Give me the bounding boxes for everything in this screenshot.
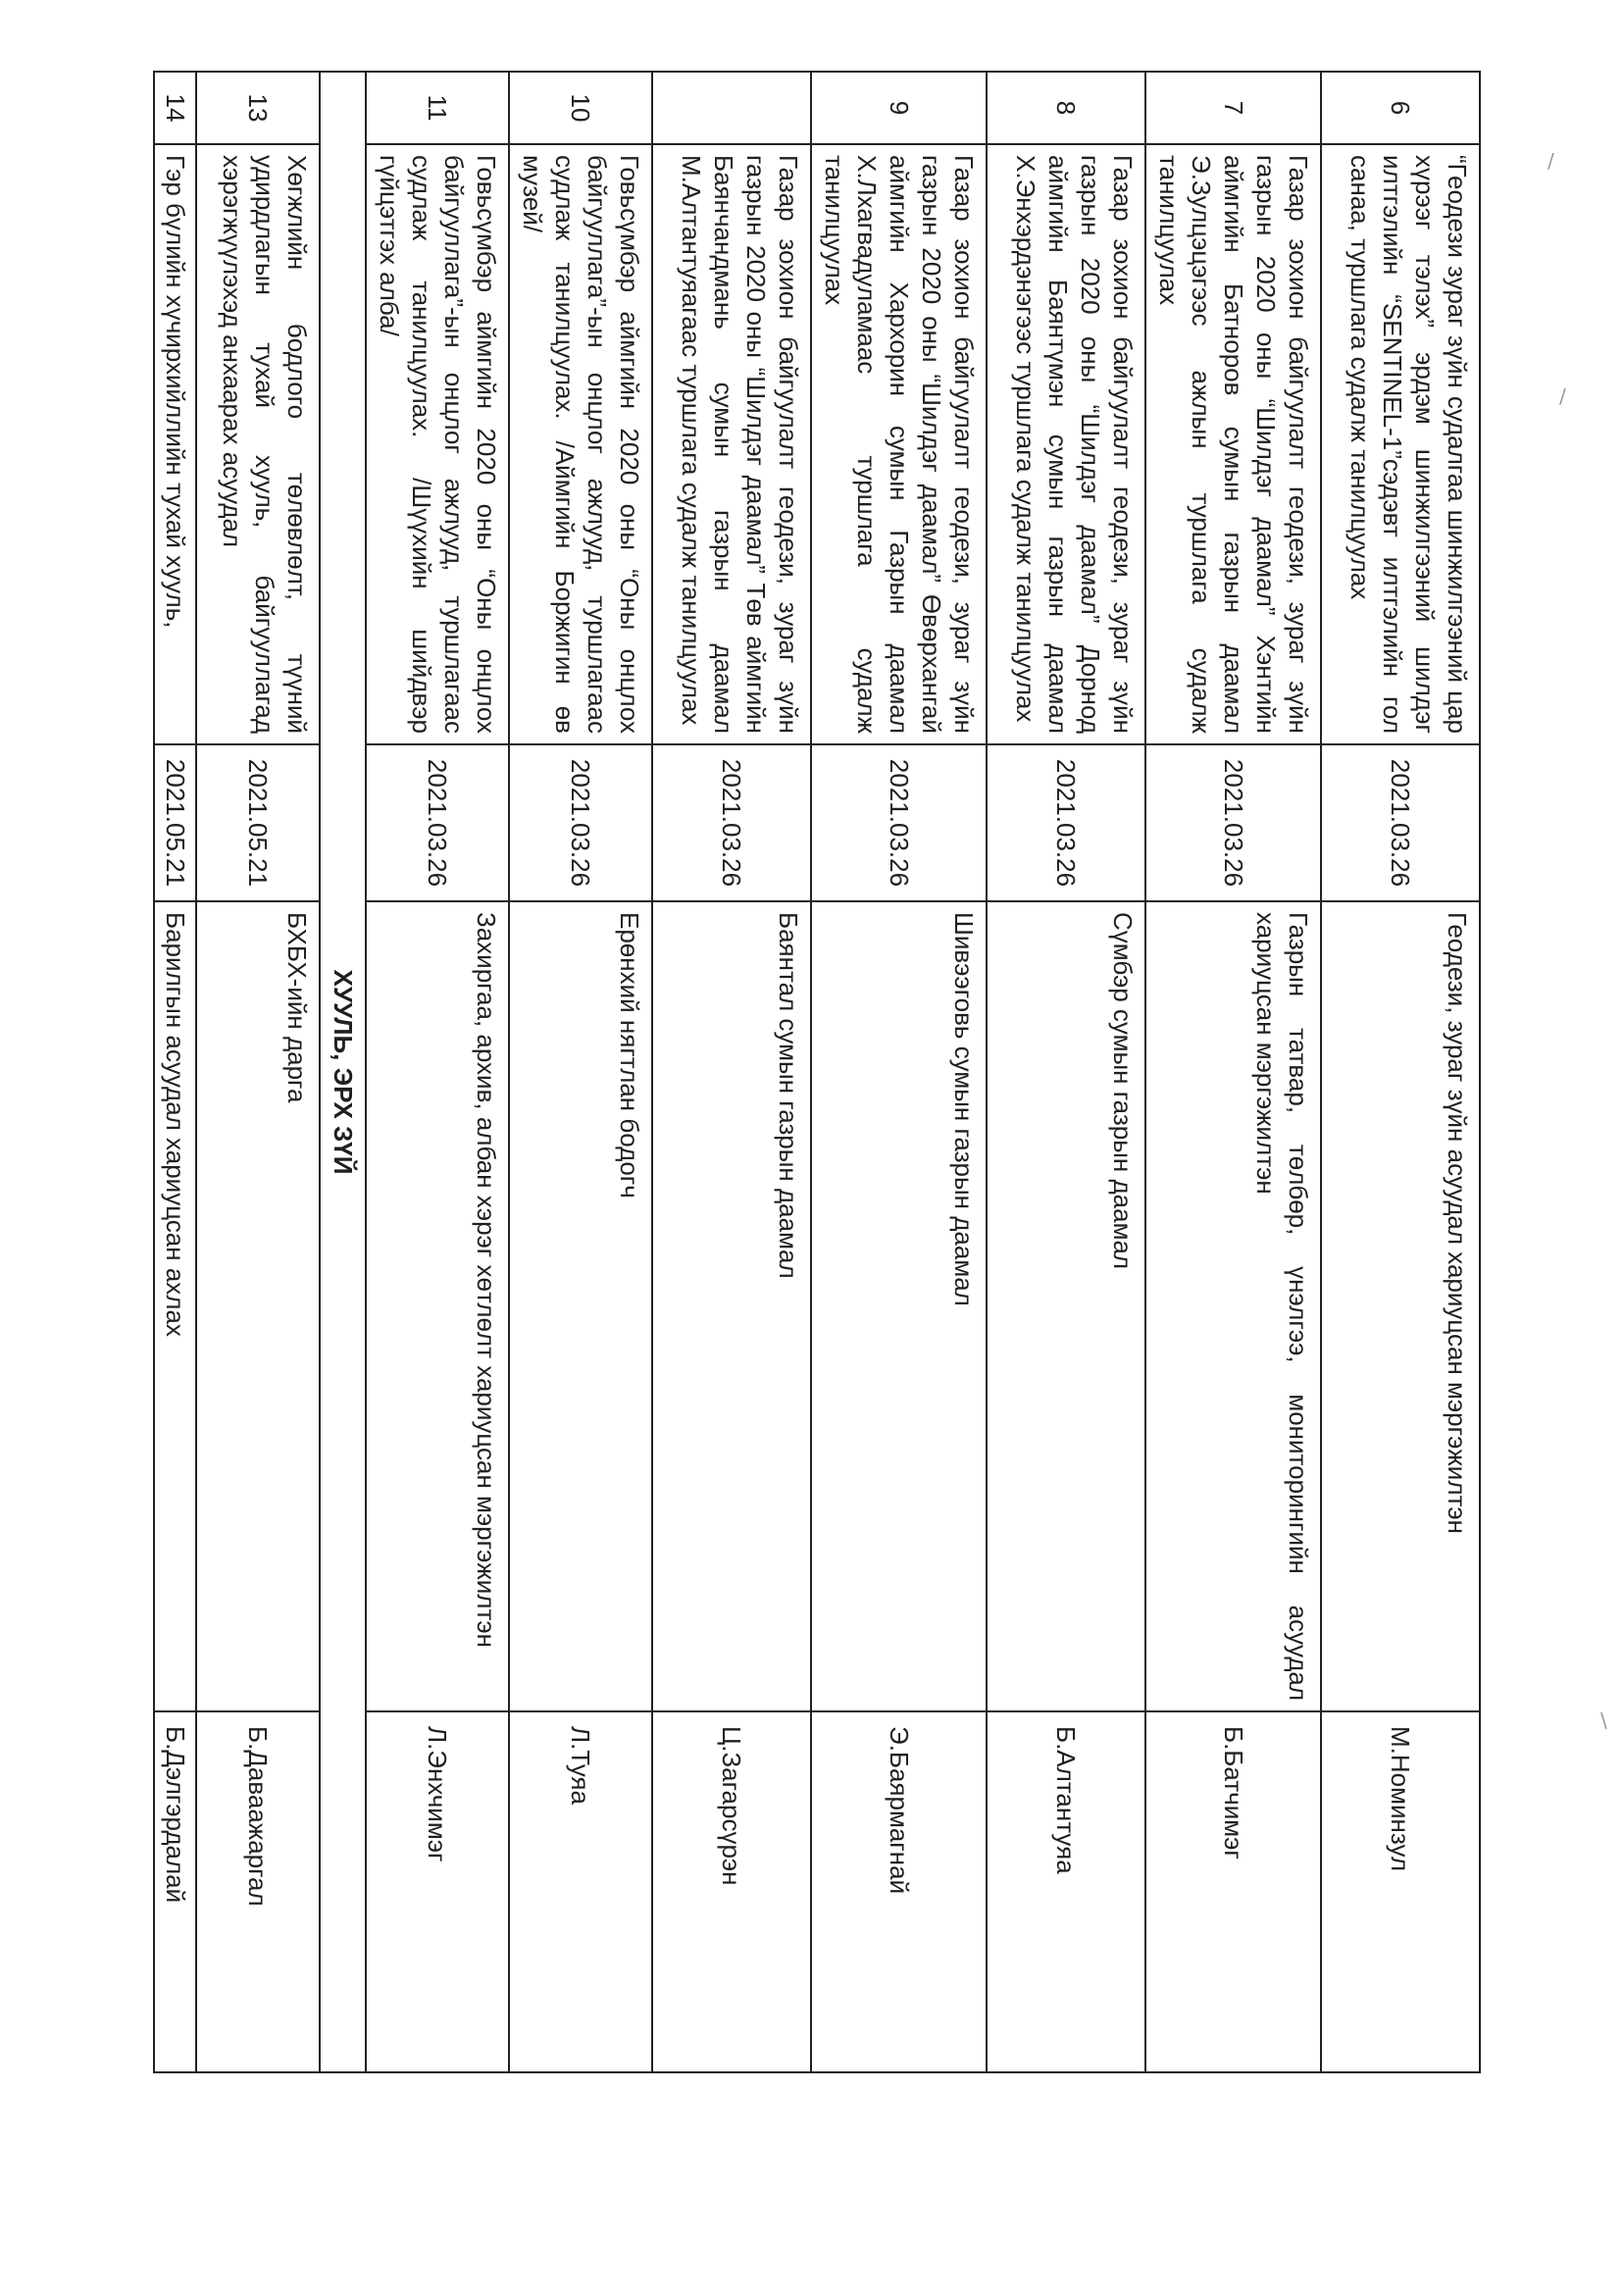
row-position: Барилгын асуудал хариуцсан ахлах xyxy=(154,901,196,1711)
scan-mark: / xyxy=(1559,384,1566,408)
table-row xyxy=(196,72,320,2072)
row-number: 11 xyxy=(366,72,509,144)
row-topic: Хөгжлийн бодлого төлөвлөлт, түүний удирдлагын тухай хууль, байгууллагад хэрэгжүүлэхэд анхаарах асуудал xyxy=(196,144,320,744)
row-position: Захиргаа, архив, албан хэрэг хөтлөлт хариуцсан мэргэжилтэн xyxy=(366,901,509,1711)
row-number: 10 xyxy=(509,72,652,144)
row-number: 7 xyxy=(1145,72,1321,144)
row-responsible: Ц.Загарсүрэн xyxy=(652,1711,811,2072)
row-responsible: Л.Энхчимэг xyxy=(366,1711,509,2072)
table-row xyxy=(509,72,652,2072)
row-number: 13 xyxy=(196,72,320,144)
schedule-table xyxy=(153,71,1481,2073)
row-number: 9 xyxy=(811,72,987,144)
row-topic: Газар зохион байгуулалт геодези, зураг зүйн газрын 2020 оны “Шилдэг даамал” Төв аймгийн Баянчандмань сумын газрын даамал М.Алтантуяагаас туршлага судалж танилцуулах xyxy=(652,144,811,744)
table-row xyxy=(652,72,811,2072)
row-topic: Говьсүмбэр аймгийн 2020 оны “Оны онцлох байгууллага”-ын онцлог ажлууд, туршлагаас судлаж танилцуулах. /Шүүхийн шийдвэр гүйцэтгэх алба/ xyxy=(366,144,509,744)
section-row xyxy=(320,72,366,2072)
table-row xyxy=(987,72,1145,2072)
row-topic: “Геодези зураг зүйн судалгаа шинжилгээний цар хүрээг тэлэх” эрдэм шинжилгээний шилдэг илтгэлийн “SENTINEL-1”сэдэвт илтгэлийн гол санаа, туршлага судалж танилцуулах xyxy=(1321,144,1480,744)
row-position: Сүмбэр сумын газрын даамал xyxy=(987,901,1145,1711)
row-number: 14 xyxy=(154,72,196,144)
table-row xyxy=(366,72,509,2072)
row-number: 8 xyxy=(987,72,1145,144)
row-date: 2021.03.26 xyxy=(1321,744,1480,901)
row-date: 2021.03.26 xyxy=(987,744,1145,901)
row-number: 6 xyxy=(1321,72,1480,144)
row-responsible: Б.Даваажаргал xyxy=(196,1711,320,2072)
row-position: Ерөнхий нягтлан бодогч xyxy=(509,901,652,1711)
row-position: Газрын татвар, төлбөр, үнэлгээ, мониторингийн асуудал хариуцсан мэргэжилтэн xyxy=(1145,901,1321,1711)
row-responsible: Б.Алтантуяа xyxy=(987,1711,1145,2072)
row-date: 2021.03.26 xyxy=(1145,744,1321,901)
table-row xyxy=(1145,72,1321,2072)
row-date: 2021.03.26 xyxy=(509,744,652,901)
row-date: 2021.03.26 xyxy=(811,744,987,901)
row-topic: Газар зохион байгуулалт геодези, зураг зүйн газрын 2020 оны “Шилдэг даамал” Дорнод аймгийн Баянтүмэн сумын газрын даамал Х.Энхэрдэнэгээс туршлага судалж танилцуулах xyxy=(987,144,1145,744)
table-row xyxy=(1321,72,1480,2072)
rotated-document xyxy=(127,71,1481,2071)
row-responsible: М.Номинзул xyxy=(1321,1711,1480,2072)
row-position: БХБХ-ийн дарга xyxy=(196,901,320,1711)
row-responsible: Э.Баярмагнай xyxy=(811,1711,987,2072)
row-topic: Гэр бүлийн хүчирхийллийн тухай хууль, xyxy=(154,144,196,744)
row-responsible: Б.Дэлгэрдалай xyxy=(154,1711,196,2072)
row-position: Геодези, зураг зүйн асуудал хариуцсан мэргэжилтэн xyxy=(1321,901,1480,1711)
row-date: 2021.05.21 xyxy=(154,744,196,901)
scan-mark: \ xyxy=(1600,1708,1607,1732)
table-row xyxy=(154,72,196,2072)
row-date: 2021.03.26 xyxy=(652,744,811,901)
row-position: Шивээговь сумын газрын даамал xyxy=(811,901,987,1711)
row-topic: Газар зохион байгуулалт геодези, зураг зүйн газрын 2020 оны “Шилдэг даамал” Өвөрхангай аймгийн Хархорин сумын Газрын даамал Х.Лхагвадуламаас туршлага судалж танилцуулах xyxy=(811,144,987,744)
table-row xyxy=(811,72,987,2072)
row-responsible: Л.Туяа xyxy=(509,1711,652,2072)
scan-mark: / xyxy=(1548,149,1554,173)
row-date: 2021.05.21 xyxy=(196,744,320,901)
row-date: 2021.03.26 xyxy=(366,744,509,901)
section-title: ХУУЛЬ, ЭРХ ЗҮЙ xyxy=(320,72,366,2072)
row-topic: Говьсүмбэр аймгийн 2020 оны “Оны онцлох байгууллага”-ын онцлог ажлууд, туршлагаас судлаж танилцуулах. /Аймгийн Боржигин өв музей/ xyxy=(509,144,652,744)
row-number xyxy=(652,72,811,144)
row-position: Баянтал сумын газрын даамал xyxy=(652,901,811,1711)
row-responsible: Б.Батчимэг xyxy=(1145,1711,1321,2072)
row-topic: Газар зохион байгуулалт геодези, зураг зүйн газрын 2020 оны “Шилдэг даамал” Хэнтийн аймгийн Батноров сумын газрын даамал Э.Зулцэцэгээс ажлын туршлага судалж танилцуулах xyxy=(1145,144,1321,744)
